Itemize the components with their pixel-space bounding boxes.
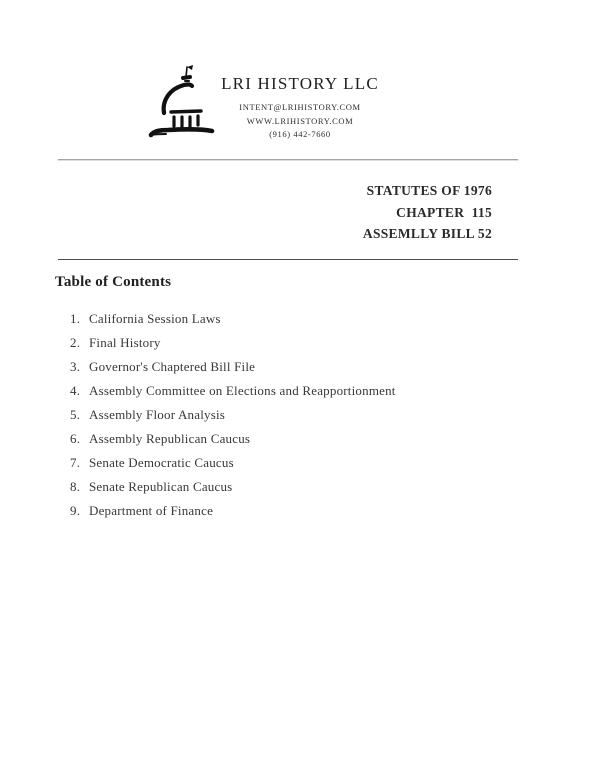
toc-item: [55, 479, 560, 503]
toc-item: [55, 455, 560, 479]
toc-list: [55, 311, 560, 527]
toc-item: [55, 383, 560, 407]
toc-item-label: Final History: [89, 335, 161, 350]
toc-item-number: 8.: [70, 479, 81, 494]
toc-item: [55, 431, 560, 455]
toc-item: [55, 311, 560, 335]
toc-item: [55, 503, 560, 527]
toc-item-number: 7.: [70, 455, 81, 470]
website-text: WWW.LRIHISTORY.COM: [246, 115, 354, 126]
company-name: LRI HISTORY LLC: [221, 74, 379, 93]
toc-item: [55, 359, 560, 383]
letterhead: [0, 0, 600, 160]
toc-item-number: 4.: [70, 383, 81, 398]
chapter-line: CHAPTER 115: [396, 204, 492, 220]
toc-item-label: Senate Republican Caucus: [89, 479, 233, 494]
toc-item-label: Assembly Committee on Elections and Reapportionment: [89, 383, 396, 398]
toc-item-number: 2.: [70, 335, 81, 350]
toc-item-label: Governor's Chaptered Bill File: [89, 359, 256, 374]
email-text: INTENT@LRIHISTORY.COM: [239, 102, 361, 112]
phone-text: (916) 442-7660: [269, 129, 331, 139]
contact-block: [0, 74, 600, 142]
toc-item-label: Assembly Floor Analysis: [89, 407, 226, 422]
toc-item-number: 9.: [70, 503, 81, 518]
toc-item-number: 3.: [70, 359, 81, 374]
toc-title: Table of Contents: [55, 274, 172, 290]
toc-item-number: 6.: [70, 431, 81, 446]
toc-item-number: 5.: [70, 407, 81, 422]
toc-item-label: Department of Finance: [89, 503, 214, 518]
toc-item-label: California Session Laws: [89, 311, 221, 326]
toc-item: [55, 407, 560, 431]
toc-item: [55, 335, 560, 359]
toc-item-label: Senate Democratic Caucus: [89, 455, 234, 470]
toc-item-number: 1.: [70, 311, 81, 326]
divider-bottom: [58, 259, 518, 260]
assembly-bill-line: ASSEMLLY BILL 52: [362, 226, 492, 241]
table-of-contents: [55, 274, 560, 527]
toc-item-label: Assembly Republican Caucus: [89, 431, 251, 446]
reference-block: [363, 180, 492, 245]
divider-top: [58, 159, 518, 161]
statutes-line: STATUTES OF 1976: [366, 183, 492, 198]
